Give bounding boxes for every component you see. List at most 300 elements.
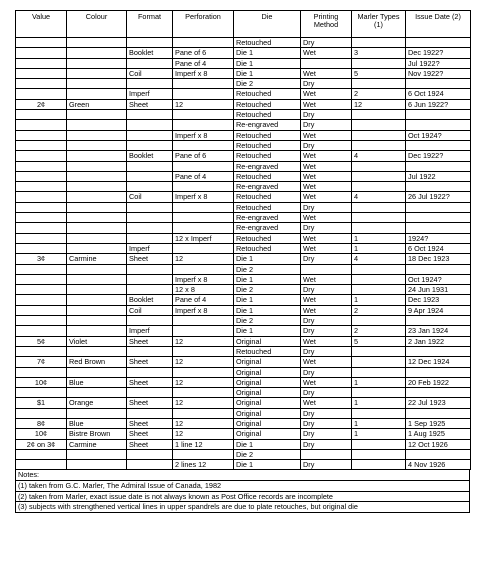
cell-perforation — [173, 161, 234, 171]
cell-value — [16, 213, 67, 223]
cell-printing: Dry — [301, 316, 352, 326]
cell-die: Retouched — [234, 192, 301, 202]
cell-issue: 12 Oct 1926 — [406, 439, 471, 449]
cell-printing — [301, 264, 352, 274]
cell-die: Retouched — [234, 38, 301, 48]
cell-printing: Dry — [301, 120, 352, 130]
cell-types: 1 — [352, 233, 406, 243]
cell-colour — [67, 140, 127, 150]
table-row — [16, 68, 471, 78]
cell-format — [127, 58, 173, 68]
cell-colour — [67, 213, 127, 223]
cell-perforation: 12 — [173, 429, 234, 439]
cell-format: Booklet — [127, 48, 173, 58]
cell-value: 8¢ — [16, 418, 67, 428]
cell-printing: Dry — [301, 285, 352, 295]
cell-format — [127, 38, 173, 48]
cell-value — [16, 68, 67, 78]
cell-printing: Dry — [301, 388, 352, 398]
cell-perforation: Pane of 4 — [173, 295, 234, 305]
cell-perforation — [173, 316, 234, 326]
cell-die: Die 1 — [234, 274, 301, 284]
cell-issue — [406, 161, 471, 171]
cell-types — [352, 130, 406, 140]
cell-issue: 6 Oct 1924 — [406, 243, 471, 253]
cell-perforation: Imperf x 8 — [173, 68, 234, 78]
cell-printing: Wet — [301, 151, 352, 161]
cell-format — [127, 408, 173, 418]
cell-colour — [67, 58, 127, 68]
cell-types: 12 — [352, 99, 406, 109]
cell-value — [16, 295, 67, 305]
cell-format — [127, 171, 173, 181]
table-row — [16, 243, 471, 253]
cell-perforation — [173, 140, 234, 150]
cell-perforation — [173, 202, 234, 212]
cell-perforation: Imperf x 8 — [173, 130, 234, 140]
cell-printing: Wet — [301, 89, 352, 99]
cell-die: Die 1 — [234, 439, 301, 449]
cell-types — [352, 367, 406, 377]
cell-types — [352, 120, 406, 130]
cell-value: 5¢ — [16, 336, 67, 346]
table-row — [16, 377, 471, 387]
cell-issue: 1924? — [406, 233, 471, 243]
cell-format: Sheet — [127, 254, 173, 264]
cell-issue — [406, 202, 471, 212]
cell-types: 1 — [352, 243, 406, 253]
cell-perforation — [173, 408, 234, 418]
cell-value: 2¢ on 3¢ — [16, 439, 67, 449]
table-row — [16, 316, 471, 326]
cell-perforation: Pane of 4 — [173, 58, 234, 68]
cell-printing: Dry — [301, 408, 352, 418]
cell-format: Imperf — [127, 89, 173, 99]
cell-printing — [301, 449, 352, 459]
cell-perforation: 12 — [173, 254, 234, 264]
cell-die: Die 2 — [234, 316, 301, 326]
cell-printing: Wet — [301, 233, 352, 243]
cell-value — [16, 202, 67, 212]
cell-printing: Dry — [301, 223, 352, 233]
cell-format — [127, 130, 173, 140]
table-row — [16, 38, 471, 48]
cell-perforation — [173, 264, 234, 274]
cell-issue: Dec 1923 — [406, 295, 471, 305]
cell-colour — [67, 326, 127, 336]
cell-format — [127, 223, 173, 233]
cell-value — [16, 460, 67, 470]
cell-die: Retouched — [234, 130, 301, 140]
cell-colour — [67, 68, 127, 78]
table-row — [16, 285, 471, 295]
cell-printing: Wet — [301, 68, 352, 78]
cell-types — [352, 110, 406, 120]
cell-printing: Dry — [301, 326, 352, 336]
cell-die: Retouched — [234, 233, 301, 243]
cell-issue: 1 Sep 1925 — [406, 418, 471, 428]
cell-value — [16, 89, 67, 99]
cell-format: Booklet — [127, 151, 173, 161]
cell-issue — [406, 110, 471, 120]
cell-die: Re-engraved — [234, 213, 301, 223]
table-row — [16, 213, 471, 223]
cell-types — [352, 274, 406, 284]
table-row — [16, 439, 471, 449]
cell-die: Retouched — [234, 202, 301, 212]
cell-colour: Green — [67, 99, 127, 109]
cell-types — [352, 171, 406, 181]
cell-printing: Dry — [301, 202, 352, 212]
cell-colour — [67, 408, 127, 418]
cell-perforation: Imperf x 8 — [173, 274, 234, 284]
table-row — [16, 140, 471, 150]
cell-issue: Oct 1924? — [406, 130, 471, 140]
cell-colour: Violet — [67, 336, 127, 346]
cell-format: Coil — [127, 305, 173, 315]
cell-die: Die 2 — [234, 79, 301, 89]
cell-colour — [67, 130, 127, 140]
cell-value: 10¢ — [16, 429, 67, 439]
cell-format: Sheet — [127, 99, 173, 109]
cell-die: Re-engraved — [234, 223, 301, 233]
cell-die: Retouched — [234, 140, 301, 150]
cell-perforation — [173, 182, 234, 192]
cell-issue — [406, 140, 471, 150]
cell-types: 5 — [352, 68, 406, 78]
table-row — [16, 192, 471, 202]
cell-perforation: 12 — [173, 357, 234, 367]
cell-perforation: 12 — [173, 418, 234, 428]
cell-colour — [67, 79, 127, 89]
cell-printing: Wet — [301, 398, 352, 408]
cell-colour — [67, 48, 127, 58]
cell-colour — [67, 460, 127, 470]
cell-colour — [67, 316, 127, 326]
cell-value — [16, 151, 67, 161]
cell-types — [352, 449, 406, 459]
header-colour: Colour — [67, 11, 127, 38]
cell-issue — [406, 388, 471, 398]
cell-format: Coil — [127, 68, 173, 78]
table-row — [16, 264, 471, 274]
cell-colour: Red Brown — [67, 357, 127, 367]
table-row — [16, 449, 471, 459]
cell-format: Imperf — [127, 243, 173, 253]
cell-die: Original — [234, 408, 301, 418]
cell-perforation — [173, 223, 234, 233]
cell-types — [352, 58, 406, 68]
cell-value: 7¢ — [16, 357, 67, 367]
cell-printing: Dry — [301, 418, 352, 428]
cell-die: Retouched — [234, 243, 301, 253]
cell-value — [16, 316, 67, 326]
cell-value — [16, 346, 67, 356]
note-line: (3) subjects with strengthened vertical lines in upper spandrels are due to plate retouches, but original die — [16, 501, 469, 512]
cell-colour — [67, 110, 127, 120]
cell-value — [16, 233, 67, 243]
cell-format — [127, 233, 173, 243]
cell-colour — [67, 89, 127, 99]
cell-printing: Wet — [301, 305, 352, 315]
header-marler-types: Marler Types (1) — [352, 11, 406, 38]
cell-colour — [67, 233, 127, 243]
cell-format — [127, 346, 173, 356]
table-row — [16, 326, 471, 336]
cell-die: Retouched — [234, 89, 301, 99]
cell-issue — [406, 408, 471, 418]
cell-value — [16, 192, 67, 202]
cell-issue — [406, 38, 471, 48]
cell-types: 4 — [352, 254, 406, 264]
table-body — [16, 38, 471, 470]
cell-types: 1 — [352, 377, 406, 387]
cell-printing: Wet — [301, 192, 352, 202]
cell-types — [352, 38, 406, 48]
cell-printing: Wet — [301, 377, 352, 387]
cell-value — [16, 110, 67, 120]
cell-colour: Blue — [67, 418, 127, 428]
table-row — [16, 408, 471, 418]
table-row — [16, 130, 471, 140]
cell-issue: Nov 1922? — [406, 68, 471, 78]
notes-heading: Notes: — [18, 470, 40, 480]
note-line: (2) taken from Marler, exact issue date is not always known as Post Office records are incomplete — [16, 491, 469, 502]
cell-types: 5 — [352, 336, 406, 346]
cell-types — [352, 357, 406, 367]
cell-types — [352, 182, 406, 192]
cell-format: Coil — [127, 192, 173, 202]
table-row — [16, 99, 471, 109]
cell-die: Original — [234, 388, 301, 398]
cell-colour — [67, 346, 127, 356]
cell-issue: 20 Feb 1922 — [406, 377, 471, 387]
cell-issue: 9 Apr 1924 — [406, 305, 471, 315]
cell-format — [127, 449, 173, 459]
table-row — [16, 151, 471, 161]
cell-printing: Dry — [301, 367, 352, 377]
cell-perforation — [173, 38, 234, 48]
header-printing-method: Printing Method — [301, 11, 352, 38]
cell-value — [16, 120, 67, 130]
cell-value — [16, 171, 67, 181]
table-row — [16, 388, 471, 398]
cell-format: Sheet — [127, 439, 173, 449]
cell-die: Die 1 — [234, 326, 301, 336]
header-value: Value — [16, 11, 67, 38]
cell-types — [352, 346, 406, 356]
cell-types — [352, 460, 406, 470]
cell-perforation: 12 — [173, 377, 234, 387]
cell-issue: 26 Jul 1922? — [406, 192, 471, 202]
cell-value — [16, 285, 67, 295]
cell-issue: 6 Jun 1922? — [406, 99, 471, 109]
cell-issue: 4 Nov 1926 — [406, 460, 471, 470]
cell-types — [352, 223, 406, 233]
table-row — [16, 357, 471, 367]
cell-perforation: 12 — [173, 99, 234, 109]
cell-colour: Blue — [67, 377, 127, 387]
header-issue-date: Issue Date (2) — [406, 11, 471, 38]
table-row — [16, 58, 471, 68]
cell-issue — [406, 367, 471, 377]
cell-value — [16, 264, 67, 274]
cell-types — [352, 79, 406, 89]
cell-perforation — [173, 243, 234, 253]
cell-perforation: 12 x 8 — [173, 285, 234, 295]
cell-perforation — [173, 449, 234, 459]
cell-value: 3¢ — [16, 254, 67, 264]
cell-format — [127, 388, 173, 398]
table-row — [16, 336, 471, 346]
cell-value — [16, 161, 67, 171]
cell-issue: 1 Aug 1925 — [406, 429, 471, 439]
cell-format: Sheet — [127, 398, 173, 408]
cell-printing: Wet — [301, 130, 352, 140]
cell-types — [352, 202, 406, 212]
cell-format — [127, 202, 173, 212]
cell-die: Original — [234, 429, 301, 439]
table-row — [16, 79, 471, 89]
cell-perforation: Pane of 6 — [173, 48, 234, 58]
cell-die: Die 1 — [234, 68, 301, 78]
cell-printing: Dry — [301, 38, 352, 48]
cell-value — [16, 130, 67, 140]
cell-issue — [406, 264, 471, 274]
cell-die: Die 1 — [234, 460, 301, 470]
cell-format: Sheet — [127, 336, 173, 346]
cell-value — [16, 408, 67, 418]
cell-die: Retouched — [234, 151, 301, 161]
cell-value — [16, 48, 67, 58]
cell-value — [16, 79, 67, 89]
cell-issue — [406, 182, 471, 192]
cell-printing: Dry — [301, 254, 352, 264]
cell-die: Original — [234, 398, 301, 408]
table-row — [16, 460, 471, 470]
cell-printing: Dry — [301, 79, 352, 89]
cell-die: Die 1 — [234, 254, 301, 264]
cell-format — [127, 264, 173, 274]
header-perforation: Perforation — [173, 11, 234, 38]
cell-die: Retouched — [234, 346, 301, 356]
table-row — [16, 398, 471, 408]
cell-die: Re-engraved — [234, 182, 301, 192]
cell-perforation — [173, 326, 234, 336]
cell-colour — [67, 161, 127, 171]
cell-format: Sheet — [127, 429, 173, 439]
table-row — [16, 120, 471, 130]
cell-value: 10¢ — [16, 377, 67, 387]
table-row — [16, 305, 471, 315]
cell-issue: 24 Jun 1931 — [406, 285, 471, 295]
cell-printing: Wet — [301, 336, 352, 346]
cell-printing: Dry — [301, 429, 352, 439]
cell-issue: 12 Dec 1924 — [406, 357, 471, 367]
cell-format — [127, 182, 173, 192]
cell-die: Die 1 — [234, 58, 301, 68]
cell-format — [127, 110, 173, 120]
cell-types — [352, 161, 406, 171]
table-row — [16, 202, 471, 212]
cell-die: Die 1 — [234, 295, 301, 305]
table-row — [16, 182, 471, 192]
cell-issue — [406, 223, 471, 233]
cell-colour — [67, 171, 127, 181]
header-row — [16, 11, 471, 38]
cell-issue — [406, 213, 471, 223]
cell-value — [16, 182, 67, 192]
cell-issue: Oct 1924? — [406, 274, 471, 284]
cell-perforation: 1 line 12 — [173, 439, 234, 449]
cell-colour: Carmine — [67, 439, 127, 449]
table-row — [16, 89, 471, 99]
cell-issue: 23 Jan 1924 — [406, 326, 471, 336]
cell-issue: Dec 1922? — [406, 48, 471, 58]
cell-format: Sheet — [127, 357, 173, 367]
table-row — [16, 367, 471, 377]
notes-box — [15, 470, 470, 512]
cell-colour — [67, 305, 127, 315]
cell-types — [352, 140, 406, 150]
cell-issue: 18 Dec 1923 — [406, 254, 471, 264]
cell-die: Original — [234, 418, 301, 428]
cell-perforation: 12 — [173, 336, 234, 346]
cell-value — [16, 223, 67, 233]
cell-colour — [67, 202, 127, 212]
cell-colour — [67, 182, 127, 192]
cell-perforation — [173, 110, 234, 120]
table-row — [16, 161, 471, 171]
cell-die: Retouched — [234, 171, 301, 181]
cell-printing: Wet — [301, 357, 352, 367]
cell-issue: Dec 1922? — [406, 151, 471, 161]
cell-printing: Wet — [301, 243, 352, 253]
table-row — [16, 274, 471, 284]
cell-types: 2 — [352, 89, 406, 99]
cell-printing: Dry — [301, 439, 352, 449]
cell-perforation: Pane of 4 — [173, 171, 234, 181]
table-row — [16, 110, 471, 120]
cell-colour — [67, 243, 127, 253]
cell-value: 2¢ — [16, 99, 67, 109]
cell-colour — [67, 120, 127, 130]
cell-colour — [67, 295, 127, 305]
table-row — [16, 295, 471, 305]
cell-format — [127, 213, 173, 223]
cell-issue: 22 Jul 1923 — [406, 398, 471, 408]
cell-format: Booklet — [127, 295, 173, 305]
cell-die: Re-engraved — [234, 120, 301, 130]
cell-perforation: 12 x Imperf — [173, 233, 234, 243]
table-row — [16, 233, 471, 243]
table-row — [16, 48, 471, 58]
cell-format: Sheet — [127, 377, 173, 387]
cell-value — [16, 38, 67, 48]
cell-printing: Wet — [301, 274, 352, 284]
cell-issue: 6 Oct 1924 — [406, 89, 471, 99]
cell-format — [127, 161, 173, 171]
cell-value — [16, 305, 67, 315]
stamp-issue-table — [15, 10, 471, 470]
header-die: Die — [234, 11, 301, 38]
cell-colour — [67, 449, 127, 459]
cell-format — [127, 285, 173, 295]
cell-types: 2 — [352, 326, 406, 336]
cell-die: Original — [234, 336, 301, 346]
cell-perforation — [173, 367, 234, 377]
cell-printing: Dry — [301, 460, 352, 470]
